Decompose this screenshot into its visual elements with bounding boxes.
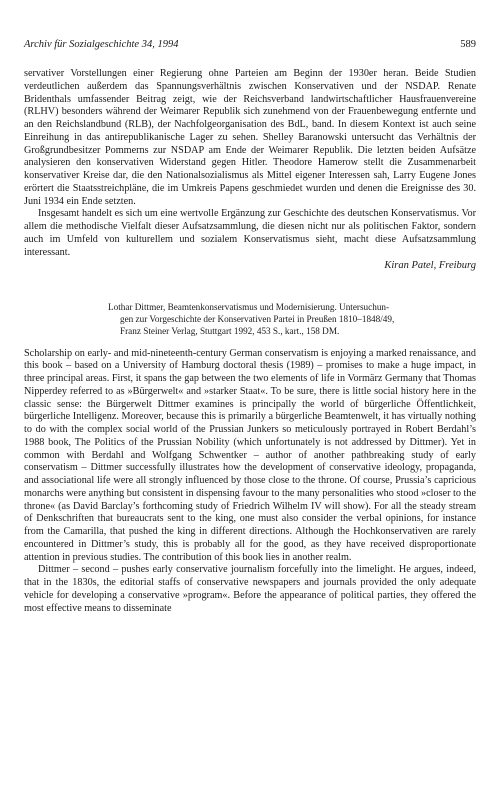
book-citation-line: Franz Steiner Verlag, Stuttgart 1992, 453 S., kart., 158 DM. xyxy=(120,325,340,336)
german-review xyxy=(24,68,476,272)
review-paragraph: servativer Vorstellungen einer Regierung ohne Parteien am Beginn der 1930er heran. Beide Studien verdeutlichen außerdem das Spannungsverhältnis zwischen Konservativen und der NSDAP. Renate Bridenthals umfassender Beitrag zeigt, wie der Reichsverband landwirtschaftlicher Hausfrauenvereine (RLHV) besonders während der Weimarer Republik sich zunehmend von der Frauenbewegung entfernte und an den Reichslandbund (RLB), der Nachfolgeorganisation des BdL, band. In diesem Kontext ist auch seine Einreihung in das antirepublikanische Lager zu sehen. Shelley Baranowski untersucht das Verhältnis der Großgrundbesitzer Pommerns zur NSDAP am Ende der Weimarer Republik. Die letzten beiden Aufsätze analysieren den konservativen Widerstand gegen Hitler. Theodore Hamerow stellt die Zusammenarbeit konservativer Kreise dar, die den Nationalsozialismus als Mittel eigener Interessen sah, Larry Eugene Jones erörtert die Staatsstreichpläne, die im Umkreis Papens geschmiedet wurden und denen die Ereignisse des 30. Juni 1934 ein Ende setzten. xyxy=(24,68,476,207)
running-head xyxy=(24,38,476,51)
journal-page xyxy=(24,38,476,615)
book-citation-line: Lothar Dittmer, Beamtenkonservatismus und Modernisierung. Untersuchun- xyxy=(108,302,390,313)
book-citation-line: gen zur Vorgeschichte der Konservativen Partei in Preußen 1810–1848/49, xyxy=(120,314,395,325)
journal-title: Archiv für Sozialgeschichte 34, 1994 xyxy=(24,39,179,50)
page-number: 589 xyxy=(460,39,476,50)
review-paragraph: Scholarship on early- and mid-nineteenth-century German conservatism is enjoying a marked renaissance, and this book – based on a University of Hamburg doctoral thesis (1989) – promises to make a huge impact, in three principal areas. First, it spans the gap between the two elements of life in Vormärz Germany that Thomas Nipperdey referred to as »Bürgerwelt« and »starker Staat«. To be sure, there is little social history here in the classic sense: the Bürgerwelt Dittmer examines is principally the world of bürgerliche Öffentlichkeit, bürgerliche Intelligenz. Moreover, because this is primarily a bürgerliche Beamtenwelt, it has virtually nothing to do with the complex social world of the Prussian Junkers so meticulously portrayed in Robert Berdahl’s 1988 book, The Politics of the Prussian Nobility (which unfortunately is not addressed by Dittmer). Yet in common with Berdahl and Wolfgang Schwentker – author of another pathbreaking study of early conservatism – Dittmer successfully illustrates how the development of conservative ideology, propaganda, and associational life were all strongly influenced by those close to the throne. Of course, Prussia’s capricious monarchs were anything but consistent in dispensing favour to the many personalities who stood »closer to the throne« (as David Barclay’s forthcoming study of Friedrich Wilhelm IV will show). For all the steady stream of Denkschriften that bureaucrats sent to the king, one must also consider the verbal opinions, for instance from the Camarilla, that pushed the king in different directions. Although the Hochkonservativen are rarely encountered in Dittmer’s study, this is probably all for the good, as they have received disproportionate attention in previous studies. The contribution of this book lies in another realm. xyxy=(24,347,476,563)
english-review xyxy=(24,348,476,616)
review-paragraph: Insgesamt handelt es sich um eine wertvolle Ergänzung zur Geschichte des deutschen Konservatismus. Vor allem die methodische Vielfalt dieser Aufsatzsammlung, die diesen nicht nur als politischen Faktor, sondern auch im Umfeld von kulturellem und sozialem Konservatismus sieht, macht diese Aufsatzsammlung interessant. xyxy=(24,208,476,258)
review-paragraph: Dittmer – second – pushes early conservative journalism forcefully into the limelight. He argues, indeed, that in the 1830s, the editorial staffs of conservative newspapers and journals provided the only adequate vehicle for developing a conservative »program«. Before the appearance of political parties, they offered the most effective means to disseminate xyxy=(24,564,476,614)
book-citation xyxy=(108,302,476,337)
review-author: Kiran Patel, Freiburg xyxy=(384,260,476,272)
